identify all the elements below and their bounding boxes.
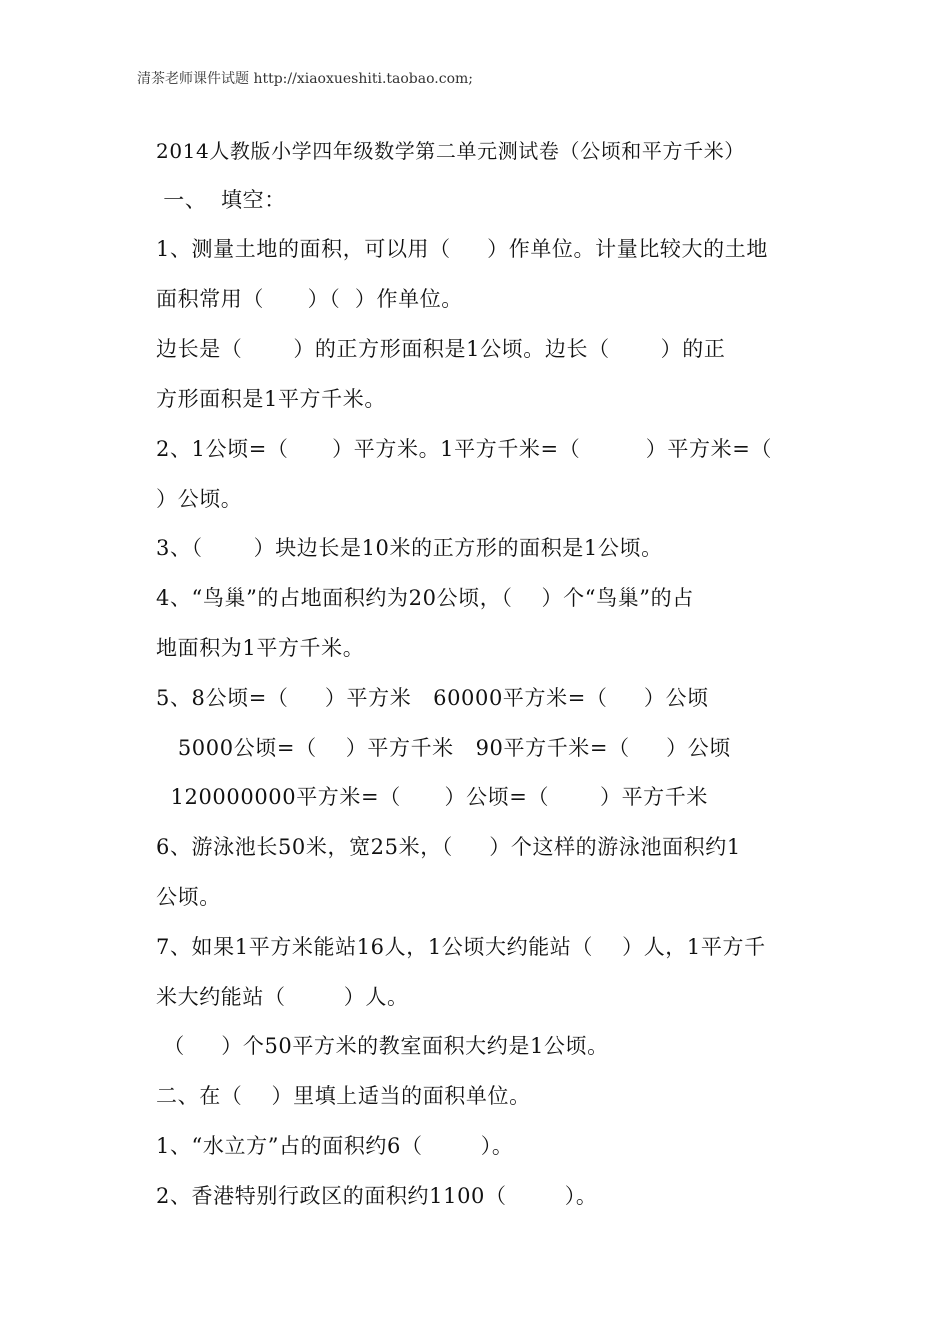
question-2-line-1: 2、1公顷=（ ）平方米。1平方千米=（ ）平方米=（ [156, 437, 772, 461]
question-7-line-2: 米大约能站（ ）人。 [156, 985, 409, 1009]
question-1-line-2: 面积常用（ ）（ ）作单位。 [156, 287, 463, 311]
question-3: 3、（ ）块边长是10米的正方形的面积是1公顷。 [156, 536, 663, 560]
question-7-line-3: （ ）个50平方米的教室面积大约是1公顷。 [156, 1034, 609, 1058]
question-4-line-1: 4、“鸟巢”的占地面积约为20公顷，（ ）个“鸟巢”的占 [156, 586, 694, 610]
question-2-line-2: ）公顷。 [156, 487, 243, 511]
question-1-line-1: 1、测量土地的面积，可以用（ ）作单位。计量比较大的土地 [156, 237, 768, 261]
question-4-line-2: 地面积为1平方千米。 [156, 636, 365, 660]
header-text: 清茶老师课件试题 http://xiaoxueshiti.taobao.com; [137, 71, 474, 87]
section-two-question-2: 2、香港特别行政区的面积约1100（ ）。 [156, 1184, 598, 1208]
question-5-line-1: 5、8公顷=（ ）平方米 60000平方米=（ ）公顷 [156, 686, 709, 710]
page-title: 2014人教版小学四年级数学第二单元测试卷（公顷和平方千米） [156, 139, 745, 163]
question-5-line-3: 120000000平方米=（ ）公顷=（ ）平方千米 [156, 785, 708, 809]
question-1-line-3: 边长是（ ）的正方形面积是1公顷。边长（ ）的正 [156, 337, 726, 361]
question-6-line-1: 6、游泳池长50米，宽25米，（ ）个这样的游泳池面积约1 [156, 835, 741, 859]
section-two-heading: 二、在（ ）里填上适当的面积单位。 [156, 1084, 531, 1108]
question-7-line-1: 7、如果1平方米能站16人，1公顷大约能站（ ）人，1平方千 [156, 935, 766, 959]
question-6-line-2: 公顷。 [156, 885, 221, 909]
section-one-heading: 一、 填空： [156, 188, 286, 212]
section-two-question-1: 1、“水立方”占的面积约6（ ）。 [156, 1134, 514, 1158]
question-1-line-4: 方形面积是1平方千米。 [156, 387, 386, 411]
question-5-line-2: 5000公顷=（ ）平方千米 90平方千米=（ ）公顷 [156, 736, 731, 760]
